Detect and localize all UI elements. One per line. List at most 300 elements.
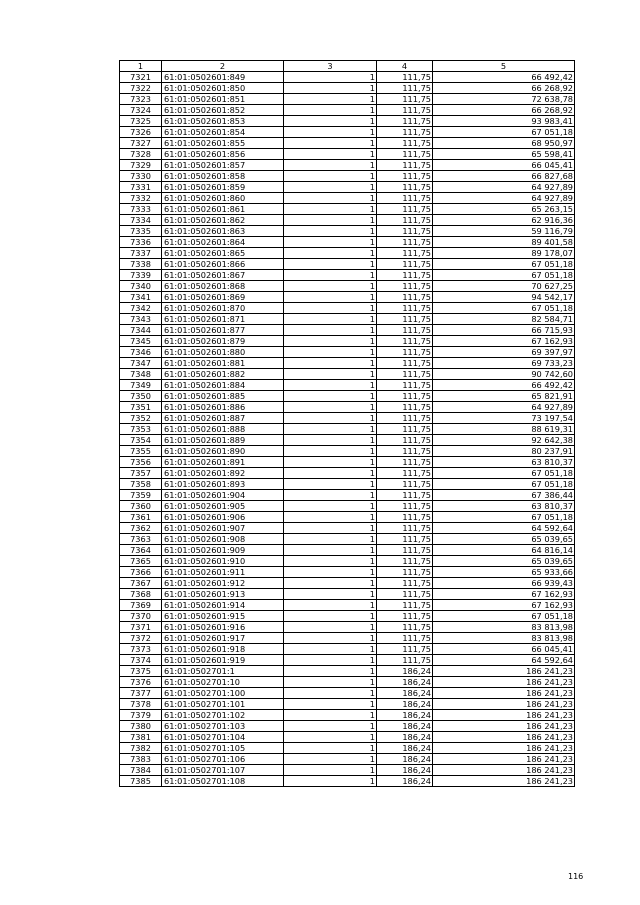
- table-row: [120, 281, 575, 292]
- table-row: [120, 644, 575, 655]
- quantity-cell: 1: [284, 754, 377, 765]
- table-row: [120, 622, 575, 633]
- row-number-cell: 7337: [120, 248, 162, 259]
- cadastral-number-cell: 61:01:0502701:104: [162, 732, 284, 743]
- row-number-cell: 7340: [120, 281, 162, 292]
- row-number-cell: 7381: [120, 732, 162, 743]
- row-number-cell: 7382: [120, 743, 162, 754]
- cadastral-value-cell: 186 241,23: [433, 721, 575, 732]
- cadastral-value-cell: 72 638,78: [433, 94, 575, 105]
- cadastral-number-cell: 61:01:0502701:108: [162, 776, 284, 787]
- table-row: [120, 182, 575, 193]
- quantity-cell: 1: [284, 380, 377, 391]
- quantity-cell: 1: [284, 512, 377, 523]
- row-number-cell: 7373: [120, 644, 162, 655]
- row-number-cell: 7345: [120, 336, 162, 347]
- row-number-cell: 7370: [120, 611, 162, 622]
- header-col-4: 4: [377, 61, 433, 72]
- quantity-cell: 1: [284, 116, 377, 127]
- row-number-cell: 7364: [120, 545, 162, 556]
- area-cell: 186,24: [377, 688, 433, 699]
- row-number-cell: 7339: [120, 270, 162, 281]
- table-row: [120, 171, 575, 182]
- cadastral-value-cell: 66 492,42: [433, 72, 575, 83]
- area-cell: 111,75: [377, 600, 433, 611]
- table-row: [120, 127, 575, 138]
- quantity-cell: 1: [284, 677, 377, 688]
- area-cell: 111,75: [377, 435, 433, 446]
- cadastral-number-cell: 61:01:0502601:910: [162, 556, 284, 567]
- table-row: [120, 523, 575, 534]
- area-cell: 111,75: [377, 160, 433, 171]
- cadastral-value-cell: 59 116,79: [433, 226, 575, 237]
- table-body: [120, 72, 575, 787]
- cadastral-number-cell: 61:01:0502601:891: [162, 457, 284, 468]
- area-cell: 111,75: [377, 556, 433, 567]
- cadastral-value-cell: 69 733,23: [433, 358, 575, 369]
- area-cell: 111,75: [377, 215, 433, 226]
- header-col-2: 2: [162, 61, 284, 72]
- cadastral-number-cell: 61:01:0502601:861: [162, 204, 284, 215]
- area-cell: 186,24: [377, 765, 433, 776]
- quantity-cell: 1: [284, 402, 377, 413]
- cadastral-number-cell: 61:01:0502601:908: [162, 534, 284, 545]
- cadastral-number-cell: 61:01:0502601:911: [162, 567, 284, 578]
- table-row: [120, 633, 575, 644]
- quantity-cell: 1: [284, 270, 377, 281]
- cadastral-number-cell: 61:01:0502601:851: [162, 94, 284, 105]
- cadastral-number-cell: 61:01:0502601:863: [162, 226, 284, 237]
- cadastral-value-cell: 90 742,60: [433, 369, 575, 380]
- cadastral-value-cell: 65 039,65: [433, 556, 575, 567]
- row-number-cell: 7362: [120, 523, 162, 534]
- table-row: [120, 446, 575, 457]
- area-cell: 111,75: [377, 314, 433, 325]
- area-cell: 111,75: [377, 501, 433, 512]
- area-cell: 111,75: [377, 281, 433, 292]
- area-cell: 111,75: [377, 325, 433, 336]
- cadastral-number-cell: 61:01:0502601:856: [162, 149, 284, 160]
- row-number-cell: 7335: [120, 226, 162, 237]
- cadastral-number-cell: 61:01:0502601:862: [162, 215, 284, 226]
- cadastral-number-cell: 61:01:0502601:859: [162, 182, 284, 193]
- quantity-cell: 1: [284, 523, 377, 534]
- area-cell: 111,75: [377, 347, 433, 358]
- table-row: [120, 226, 575, 237]
- area-cell: 111,75: [377, 512, 433, 523]
- quantity-cell: 1: [284, 501, 377, 512]
- row-number-cell: 7344: [120, 325, 162, 336]
- row-number-cell: 7368: [120, 589, 162, 600]
- table-row: [120, 512, 575, 523]
- table-row: [120, 666, 575, 677]
- table-row: [120, 204, 575, 215]
- area-cell: 111,75: [377, 534, 433, 545]
- cadastral-number-cell: 61:01:0502601:917: [162, 633, 284, 644]
- table-row: [120, 545, 575, 556]
- cadastral-value-cell: 67 051,18: [433, 270, 575, 281]
- table-row: [120, 160, 575, 171]
- table-row: [120, 270, 575, 281]
- cadastral-value-cell: 67 051,18: [433, 127, 575, 138]
- cadastral-value-cell: 66 268,92: [433, 83, 575, 94]
- area-cell: 186,24: [377, 732, 433, 743]
- cadastral-number-cell: 61:01:0502601:864: [162, 237, 284, 248]
- cadastral-value-cell: 186 241,23: [433, 754, 575, 765]
- cadastral-number-cell: 61:01:0502601:849: [162, 72, 284, 83]
- area-cell: 186,24: [377, 776, 433, 787]
- row-number-cell: 7327: [120, 138, 162, 149]
- row-number-cell: 7348: [120, 369, 162, 380]
- quantity-cell: 1: [284, 325, 377, 336]
- area-cell: 111,75: [377, 83, 433, 94]
- cadastral-value-cell: 186 241,23: [433, 732, 575, 743]
- cadastral-number-cell: 61:01:0502701:107: [162, 765, 284, 776]
- table-row: [120, 424, 575, 435]
- area-cell: 111,75: [377, 468, 433, 479]
- area-cell: 186,24: [377, 710, 433, 721]
- cadastral-value-cell: 186 241,23: [433, 688, 575, 699]
- header-col-5: 5: [433, 61, 575, 72]
- row-number-cell: 7379: [120, 710, 162, 721]
- row-number-cell: 7342: [120, 303, 162, 314]
- row-number-cell: 7330: [120, 171, 162, 182]
- quantity-cell: 1: [284, 622, 377, 633]
- row-number-cell: 7354: [120, 435, 162, 446]
- quantity-cell: 1: [284, 182, 377, 193]
- table-row: [120, 435, 575, 446]
- quantity-cell: 1: [284, 732, 377, 743]
- table-row: [120, 534, 575, 545]
- row-number-cell: 7369: [120, 600, 162, 611]
- cadastral-value-cell: 66 715,93: [433, 325, 575, 336]
- table-row: [120, 358, 575, 369]
- cadastral-value-cell: 65 039,65: [433, 534, 575, 545]
- area-cell: 111,75: [377, 182, 433, 193]
- cadastral-number-cell: 61:01:0502701:101: [162, 699, 284, 710]
- quantity-cell: 1: [284, 127, 377, 138]
- quantity-cell: 1: [284, 446, 377, 457]
- cadastral-number-cell: 61:01:0502601:857: [162, 160, 284, 171]
- cadastral-value-cell: 67 051,18: [433, 479, 575, 490]
- cadastral-value-cell: 88 619,31: [433, 424, 575, 435]
- cadastral-value-cell: 69 397,97: [433, 347, 575, 358]
- row-number-cell: 7323: [120, 94, 162, 105]
- cadastral-number-cell: 61:01:0502601:854: [162, 127, 284, 138]
- quantity-cell: 1: [284, 215, 377, 226]
- cadastral-number-cell: 61:01:0502601:881: [162, 358, 284, 369]
- table-row: [120, 457, 575, 468]
- row-number-cell: 7367: [120, 578, 162, 589]
- table-row: [120, 556, 575, 567]
- quantity-cell: 1: [284, 160, 377, 171]
- cadastral-value-cell: 186 241,23: [433, 677, 575, 688]
- area-cell: 111,75: [377, 270, 433, 281]
- cadastral-number-cell: 61:01:0502601:877: [162, 325, 284, 336]
- quantity-cell: 1: [284, 193, 377, 204]
- area-cell: 111,75: [377, 204, 433, 215]
- quantity-cell: 1: [284, 171, 377, 182]
- cadastral-number-cell: 61:01:0502601:867: [162, 270, 284, 281]
- cadastral-number-cell: 61:01:0502601:887: [162, 413, 284, 424]
- row-number-cell: 7377: [120, 688, 162, 699]
- cadastral-number-cell: 61:01:0502601:915: [162, 611, 284, 622]
- quantity-cell: 1: [284, 435, 377, 446]
- area-cell: 111,75: [377, 413, 433, 424]
- quantity-cell: 1: [284, 94, 377, 105]
- quantity-cell: 1: [284, 743, 377, 754]
- cadastral-value-cell: 92 642,38: [433, 435, 575, 446]
- row-number-cell: 7363: [120, 534, 162, 545]
- cadastral-number-cell: 61:01:0502701:103: [162, 721, 284, 732]
- quantity-cell: 1: [284, 776, 377, 787]
- area-cell: 111,75: [377, 545, 433, 556]
- row-number-cell: 7359: [120, 490, 162, 501]
- cadastral-value-cell: 64 592,64: [433, 655, 575, 666]
- area-cell: 186,24: [377, 721, 433, 732]
- table-row: [120, 193, 575, 204]
- quantity-cell: 1: [284, 611, 377, 622]
- area-cell: 111,75: [377, 259, 433, 270]
- row-number-cell: 7357: [120, 468, 162, 479]
- row-number-cell: 7383: [120, 754, 162, 765]
- row-number-cell: 7365: [120, 556, 162, 567]
- row-number-cell: 7334: [120, 215, 162, 226]
- table-row: [120, 380, 575, 391]
- cadastral-value-cell: 64 592,64: [433, 523, 575, 534]
- cadastral-number-cell: 61:01:0502601:871: [162, 314, 284, 325]
- table-header: [120, 61, 575, 72]
- quantity-cell: 1: [284, 578, 377, 589]
- cadastral-value-cell: 67 162,93: [433, 336, 575, 347]
- table-row: [120, 325, 575, 336]
- row-number-cell: 7333: [120, 204, 162, 215]
- cadastral-value-cell: 94 542,17: [433, 292, 575, 303]
- row-number-cell: 7353: [120, 424, 162, 435]
- cadastral-number-cell: 61:01:0502601:866: [162, 259, 284, 270]
- area-cell: 111,75: [377, 523, 433, 534]
- area-cell: 111,75: [377, 402, 433, 413]
- cadastral-number-cell: 61:01:0502601:869: [162, 292, 284, 303]
- cadastral-value-cell: 67 051,18: [433, 303, 575, 314]
- table-row: [120, 402, 575, 413]
- row-number-cell: 7380: [120, 721, 162, 732]
- cadastral-value-cell: 66 045,41: [433, 644, 575, 655]
- quantity-cell: 1: [284, 688, 377, 699]
- quantity-cell: 1: [284, 204, 377, 215]
- cadastral-number-cell: 61:01:0502601:909: [162, 545, 284, 556]
- table-row: [120, 699, 575, 710]
- cadastral-number-cell: 61:01:0502601:882: [162, 369, 284, 380]
- header-col-3: 3: [284, 61, 377, 72]
- quantity-cell: 1: [284, 358, 377, 369]
- cadastral-value-cell: 67 051,18: [433, 468, 575, 479]
- area-cell: 111,75: [377, 490, 433, 501]
- quantity-cell: 1: [284, 655, 377, 666]
- row-number-cell: 7347: [120, 358, 162, 369]
- row-number-cell: 7324: [120, 105, 162, 116]
- cadastral-value-cell: 186 241,23: [433, 666, 575, 677]
- quantity-cell: 1: [284, 666, 377, 677]
- quantity-cell: 1: [284, 303, 377, 314]
- cadastral-number-cell: 61:01:0502601:879: [162, 336, 284, 347]
- quantity-cell: 1: [284, 545, 377, 556]
- area-cell: 111,75: [377, 358, 433, 369]
- cadastral-value-cell: 186 241,23: [433, 699, 575, 710]
- cadastral-value-cell: 65 821,91: [433, 391, 575, 402]
- cadastral-value-cell: 68 950,97: [433, 138, 575, 149]
- cadastral-number-cell: 61:01:0502601:850: [162, 83, 284, 94]
- cadastral-number-cell: 61:01:0502601:858: [162, 171, 284, 182]
- quantity-cell: 1: [284, 633, 377, 644]
- table-row: [120, 721, 575, 732]
- cadastral-number-cell: 61:01:0502601:905: [162, 501, 284, 512]
- table-row: [120, 468, 575, 479]
- area-cell: 111,75: [377, 633, 433, 644]
- cadastral-number-cell: 61:01:0502601:852: [162, 105, 284, 116]
- cadastral-value-cell: 67 051,18: [433, 259, 575, 270]
- area-cell: 111,75: [377, 567, 433, 578]
- cadastral-number-cell: 61:01:0502601:893: [162, 479, 284, 490]
- cadastral-number-cell: 61:01:0502601:906: [162, 512, 284, 523]
- cadastral-number-cell: 61:01:0502601:892: [162, 468, 284, 479]
- cadastral-number-cell: 61:01:0502601:886: [162, 402, 284, 413]
- quantity-cell: 1: [284, 237, 377, 248]
- quantity-cell: 1: [284, 765, 377, 776]
- quantity-cell: 1: [284, 468, 377, 479]
- cadastral-value-cell: 83 813,98: [433, 622, 575, 633]
- cadastral-number-cell: 61:01:0502601:916: [162, 622, 284, 633]
- cadastral-value-cell: 66 045,41: [433, 160, 575, 171]
- area-cell: 111,75: [377, 644, 433, 655]
- area-cell: 111,75: [377, 94, 433, 105]
- cadastral-value-cell: 65 263,15: [433, 204, 575, 215]
- cadastral-number-cell: 61:01:0502701:1: [162, 666, 284, 677]
- area-cell: 186,24: [377, 743, 433, 754]
- row-number-cell: 7332: [120, 193, 162, 204]
- cadastral-number-cell: 61:01:0502601:860: [162, 193, 284, 204]
- header-col-1: 1: [120, 61, 162, 72]
- quantity-cell: 1: [284, 424, 377, 435]
- table-row: [120, 303, 575, 314]
- area-cell: 111,75: [377, 138, 433, 149]
- cadastral-number-cell: 61:01:0502601:880: [162, 347, 284, 358]
- table-row: [120, 754, 575, 765]
- table-row: [120, 138, 575, 149]
- area-cell: 111,75: [377, 72, 433, 83]
- quantity-cell: 1: [284, 600, 377, 611]
- table-row: [120, 391, 575, 402]
- area-cell: 186,24: [377, 677, 433, 688]
- table-row: [120, 314, 575, 325]
- cadastral-number-cell: 61:01:0502701:105: [162, 743, 284, 754]
- table-row: [120, 369, 575, 380]
- table-row: [120, 589, 575, 600]
- quantity-cell: 1: [284, 369, 377, 380]
- cadastral-number-cell: 61:01:0502601:919: [162, 655, 284, 666]
- table-row: [120, 149, 575, 160]
- row-number-cell: 7321: [120, 72, 162, 83]
- cadastral-value-cell: 186 241,23: [433, 776, 575, 787]
- cadastral-number-cell: 61:01:0502601:912: [162, 578, 284, 589]
- cadastral-number-cell: 61:01:0502601:868: [162, 281, 284, 292]
- area-cell: 111,75: [377, 655, 433, 666]
- row-number-cell: 7338: [120, 259, 162, 270]
- cadastral-value-cell: 67 162,93: [433, 600, 575, 611]
- quantity-cell: 1: [284, 83, 377, 94]
- quantity-cell: 1: [284, 138, 377, 149]
- cadastral-value-cell: 64 816,14: [433, 545, 575, 556]
- table-row: [120, 94, 575, 105]
- area-cell: 111,75: [377, 391, 433, 402]
- cadastral-number-cell: 61:01:0502601:914: [162, 600, 284, 611]
- cadastral-value-cell: 63 810,37: [433, 501, 575, 512]
- row-number-cell: 7374: [120, 655, 162, 666]
- quantity-cell: 1: [284, 589, 377, 600]
- cadastral-number-cell: 61:01:0502601:889: [162, 435, 284, 446]
- table-row: [120, 732, 575, 743]
- row-number-cell: 7361: [120, 512, 162, 523]
- cadastral-number-cell: 61:01:0502601:853: [162, 116, 284, 127]
- cadastral-number-cell: 61:01:0502601:888: [162, 424, 284, 435]
- area-cell: 111,75: [377, 116, 433, 127]
- area-cell: 111,75: [377, 479, 433, 490]
- area-cell: 111,75: [377, 336, 433, 347]
- row-number-cell: 7329: [120, 160, 162, 171]
- area-cell: 111,75: [377, 226, 433, 237]
- area-cell: 111,75: [377, 171, 433, 182]
- table-row: [120, 578, 575, 589]
- cadastral-value-cell: 66 268,92: [433, 105, 575, 116]
- row-number-cell: 7356: [120, 457, 162, 468]
- row-number-cell: 7351: [120, 402, 162, 413]
- cadastral-value-table: [119, 60, 575, 787]
- cadastral-value-cell: 65 598,41: [433, 149, 575, 160]
- area-cell: 111,75: [377, 105, 433, 116]
- area-cell: 111,75: [377, 611, 433, 622]
- cadastral-number-cell: 61:01:0502601:907: [162, 523, 284, 534]
- row-number-cell: 7366: [120, 567, 162, 578]
- row-number-cell: 7372: [120, 633, 162, 644]
- cadastral-number-cell: 61:01:0502701:102: [162, 710, 284, 721]
- area-cell: 111,75: [377, 248, 433, 259]
- cadastral-value-cell: 65 933,66: [433, 567, 575, 578]
- table-row: [120, 215, 575, 226]
- cadastral-value-cell: 66 939,43: [433, 578, 575, 589]
- cadastral-number-cell: 61:01:0502601:918: [162, 644, 284, 655]
- table-row: [120, 765, 575, 776]
- cadastral-value-cell: 73 197,54: [433, 413, 575, 424]
- table-row: [120, 688, 575, 699]
- row-number-cell: 7350: [120, 391, 162, 402]
- quantity-cell: 1: [284, 721, 377, 732]
- area-cell: 111,75: [377, 292, 433, 303]
- quantity-cell: 1: [284, 534, 377, 545]
- quantity-cell: 1: [284, 644, 377, 655]
- cadastral-value-cell: 82 584,71: [433, 314, 575, 325]
- cadastral-value-cell: 62 916,36: [433, 215, 575, 226]
- area-cell: 186,24: [377, 666, 433, 677]
- area-cell: 186,24: [377, 754, 433, 765]
- cadastral-number-cell: 61:01:0502601:870: [162, 303, 284, 314]
- row-number-cell: 7358: [120, 479, 162, 490]
- header-row: [120, 61, 575, 72]
- table-row: [120, 655, 575, 666]
- quantity-cell: 1: [284, 105, 377, 116]
- area-cell: 111,75: [377, 446, 433, 457]
- quantity-cell: 1: [284, 259, 377, 270]
- row-number-cell: 7349: [120, 380, 162, 391]
